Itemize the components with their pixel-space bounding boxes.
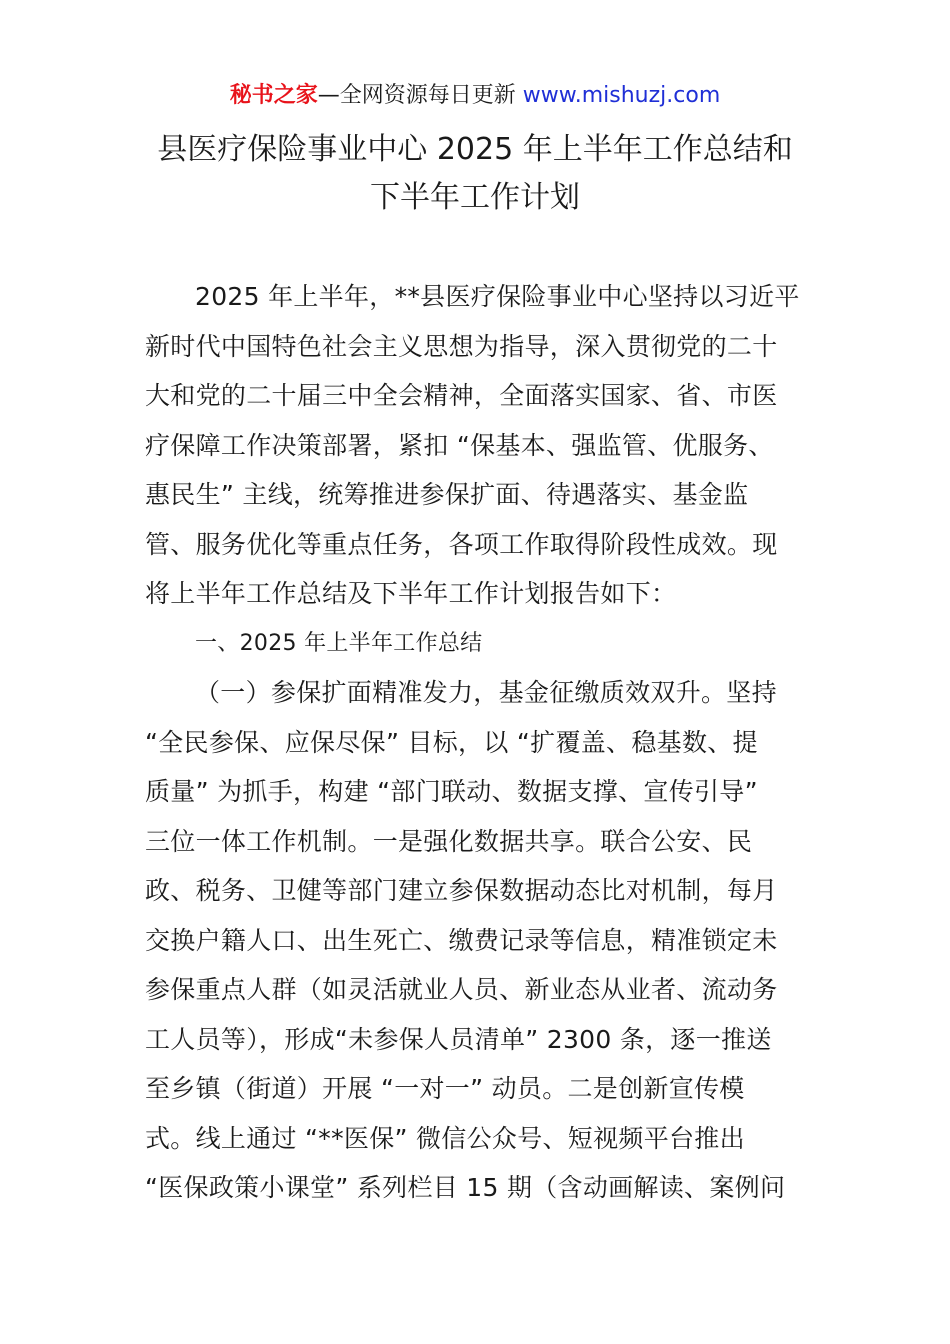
paragraph-line: 政、税务、卫健等部门建立参保数据动态比对机制，每月	[145, 876, 778, 905]
title-line-1: 县医疗保险事业中心 2025 年上半年工作总结和	[157, 132, 793, 167]
paragraph-line: 工人员等），形成“未参保人员清单” 2300 条，逐一推送	[145, 1024, 772, 1054]
site-banner	[0, 80, 950, 112]
paragraph-line: “医保政策小课堂” 系列栏目 15 期（含动画解读、案例问	[145, 1173, 786, 1202]
paragraph-line: 新时代中国特色社会主义思想为指导，深入贯彻党的二十	[145, 331, 778, 361]
paragraph-line: 惠民生” 主线，统筹推进参保扩面、待遇落实、基金监	[145, 480, 749, 509]
document-body	[145, 272, 810, 1213]
paragraph-line: 质量” 为抓手，构建 “部门联动、数据支撑、宣传引导”	[145, 777, 758, 806]
title-line-2: 下半年工作计划	[370, 180, 580, 215]
paragraph-line: 三位一体工作机制。一是强化数据共享。联合公安、民	[145, 826, 753, 856]
banner-url-link[interactable]: www.mishuzj.com	[522, 83, 721, 108]
banner-tagline: —全网资源每日更新	[317, 83, 523, 108]
section-heading: 一、2025 年上半年工作总结	[195, 630, 483, 656]
paragraph-line: （一）参保扩面精准发力，基金征缴质效双升。坚持	[195, 678, 777, 707]
paragraph-line: 式。线上通过 “**医保” 微信公众号、短视频平台推出	[145, 1123, 745, 1153]
banner-brand: 秘书之家	[229, 83, 318, 108]
paragraph-line: 交换户籍人口、出生死亡、缴费记录等信息，精准锁定未	[145, 925, 778, 955]
paragraph-line: 2025 年上半年，**县医疗保险事业中心坚持以习近平	[195, 282, 800, 311]
paragraph-line: 至乡镇（街道）开展 “一对一” 动员。二是创新宣传模	[145, 1074, 745, 1103]
paragraph-line: 将上半年工作总结及下半年工作计划报告如下：	[145, 579, 677, 608]
paragraph-line: “全民参保、应保尽保” 目标，以 “扩覆盖、稳基数、提	[145, 727, 758, 757]
paragraph-line: 参保重点人群（如灵活就业人员、新业态从业者、流动务	[145, 975, 778, 1004]
document-title	[0, 126, 950, 222]
paragraph-line: 管、服务优化等重点任务，各项工作取得阶段性成效。现	[145, 529, 778, 559]
paragraph-line: 大和党的二十届三中全会精神，全面落实国家、省、市医	[145, 381, 778, 410]
paragraph-line: 疗保障工作决策部署，紧扣 “保基本、强监管、优服务、	[145, 430, 774, 460]
